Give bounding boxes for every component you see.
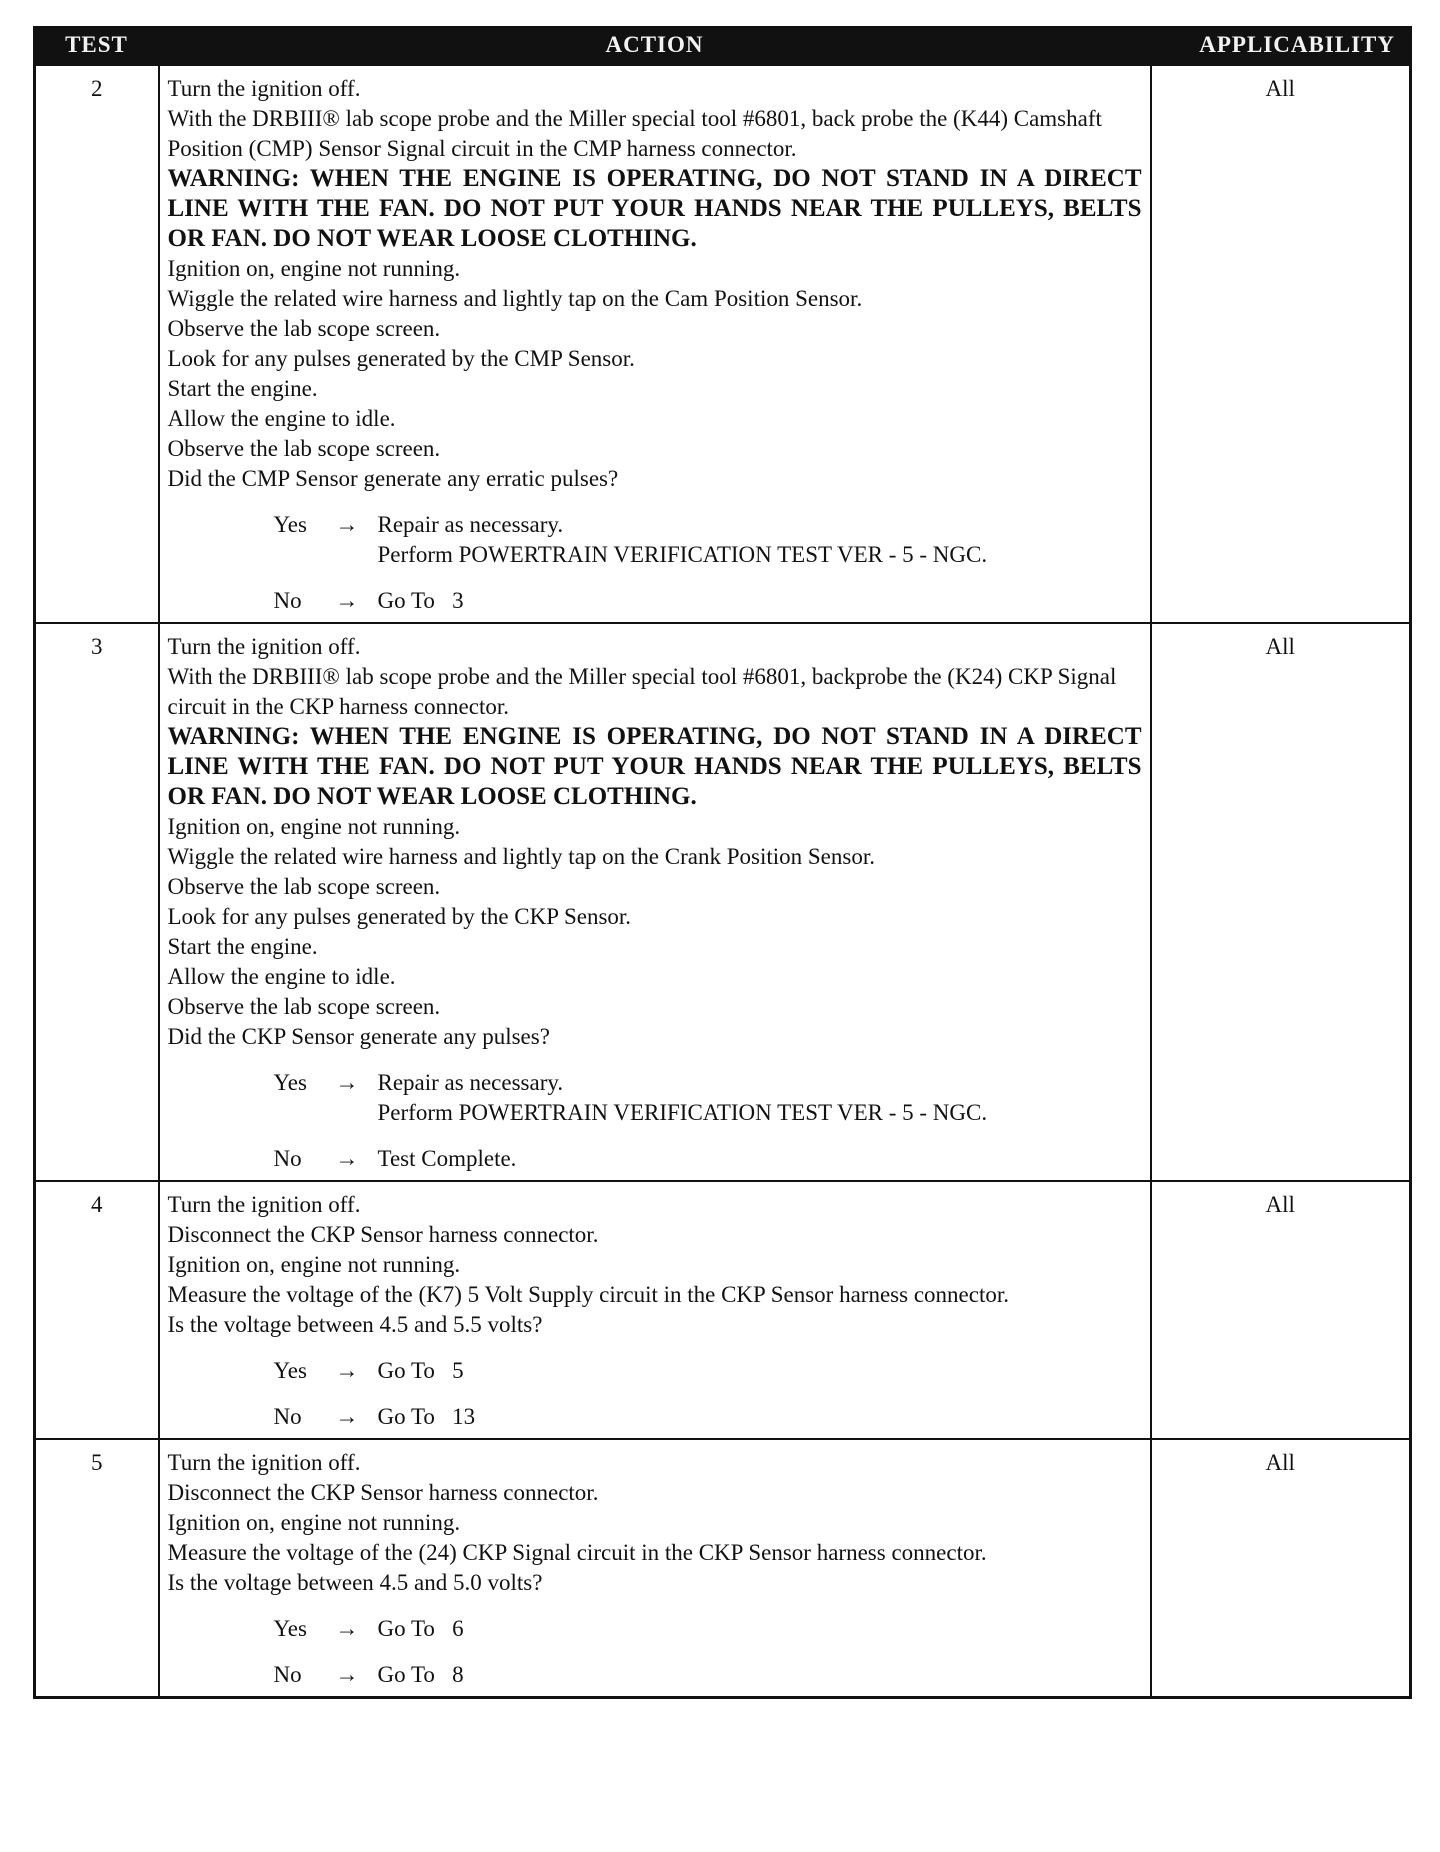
answer-label: Yes [273, 512, 307, 537]
action-step: Turn the ignition off. [167, 1192, 361, 1217]
answer-result-line: Repair as necessary. [377, 512, 564, 537]
answer-label: No [273, 1146, 302, 1171]
arrow-right-icon: → [335, 512, 359, 537]
answer-result [378, 1144, 1142, 1174]
diagnostic-test-sheet [33, 26, 1409, 1699]
action-step: Ignition on, engine not running. [167, 814, 461, 839]
test-number: 5 [35, 1439, 159, 1698]
answer-result-line: Go To 5 [377, 1358, 464, 1383]
answer-label: Yes [273, 1070, 307, 1095]
answer-result-line: Repair as necessary. [377, 1070, 564, 1095]
action-step: Is the voltage between 4.5 and 5.0 volts? [167, 1570, 543, 1595]
arrow-right-icon: → [335, 1662, 359, 1687]
action-step: Start the engine. [167, 934, 318, 959]
answer-result [378, 1660, 1142, 1690]
table-row [35, 1439, 1411, 1698]
action-step: Look for any pulses generated by the CKP Sensor. [167, 904, 632, 929]
action-step: Wiggle the related wire harness and lightly tap on the Cam Position Sensor. [167, 286, 863, 311]
no-answer [274, 1402, 1142, 1432]
action-step: Ignition on, engine not running. [167, 1510, 461, 1535]
answer-result-line: Go To 8 [377, 1662, 464, 1687]
diagnostic-test-table [33, 26, 1412, 1699]
yes-answer [274, 1614, 1142, 1644]
action-step: Observe the lab scope screen. [167, 436, 441, 461]
answer-result [378, 1068, 1142, 1128]
yes-answer [274, 1068, 1142, 1128]
answer-result [378, 1356, 1142, 1386]
answer-result-line: Perform POWERTRAIN VERIFICATION TEST VER - 5 - NGC. [377, 1100, 988, 1125]
action-step: Look for any pulses generated by the CMP Sensor. [167, 346, 635, 371]
answer-label: No [273, 1404, 302, 1429]
action-step: Ignition on, engine not running. [167, 1252, 461, 1277]
action-step: With the DRBIII® lab scope probe and the Miller special tool #6801, backprobe the (K24) CKP Signal circuit in the CKP harness connector. [167, 664, 1117, 719]
action-step: Is the voltage between 4.5 and 5.5 volts? [167, 1312, 543, 1337]
action-step: Measure the voltage of the (24) CKP Signal circuit in the CKP Sensor harness connector. [167, 1540, 987, 1565]
applicability-value: All [1151, 1439, 1411, 1698]
no-answer [274, 586, 1142, 616]
table-row [35, 1181, 1411, 1439]
arrow-right-icon: → [335, 1616, 359, 1641]
answer-result [378, 1402, 1142, 1432]
test-number: 4 [35, 1181, 159, 1439]
arrow-right-icon: → [335, 1070, 359, 1095]
action-step: Observe the lab scope screen. [167, 994, 441, 1019]
action-step: Did the CKP Sensor generate any pulses? [167, 1024, 550, 1049]
table-row [35, 623, 1411, 1181]
table-row [35, 65, 1411, 623]
action-step: Measure the voltage of the (K7) 5 Volt Supply circuit in the CKP Sensor harness connector. [167, 1282, 1009, 1307]
action-step: Turn the ignition off. [167, 1450, 361, 1475]
action-cell [159, 1439, 1151, 1698]
action-step: Turn the ignition off. [167, 76, 361, 101]
action-step: Allow the engine to idle. [167, 964, 396, 989]
answer-result-line: Test Complete. [377, 1146, 517, 1171]
action-step: Wiggle the related wire harness and lightly tap on the Crank Position Sensor. [167, 844, 875, 869]
arrow-right-icon: → [335, 1358, 359, 1383]
no-answer [274, 1144, 1142, 1174]
answer-label: Yes [273, 1616, 307, 1641]
answer-result-line: Go To 13 [377, 1404, 476, 1429]
action-cell [159, 1181, 1151, 1439]
header-row [35, 26, 1411, 65]
action-step: Ignition on, engine not running. [167, 256, 461, 281]
action-step: Disconnect the CKP Sensor harness connector. [167, 1222, 599, 1247]
action-step: With the DRBIII® lab scope probe and the Miller special tool #6801, back probe the (K44) Camshaft Position (CMP) Sensor Signal circuit in the CMP harness connector. [167, 106, 1102, 161]
arrow-right-icon: → [335, 588, 359, 613]
answer-result [378, 1614, 1142, 1644]
warning-text: WARNING: WHEN THE ENGINE IS OPERATING, DO NOT STAND IN A DIRECT LINE WITH THE FAN. DO NOT PUT YOUR HANDS NEAR THE PULLEYS, BELTS OR FAN. DO NOT WEAR LOOSE CLOTHING. [167, 723, 1142, 810]
arrow-right-icon: → [335, 1404, 359, 1429]
answer-result [378, 586, 1142, 616]
test-number: 2 [35, 65, 159, 623]
answer-result [378, 510, 1142, 570]
action-cell [159, 623, 1151, 1181]
table-body [35, 65, 1411, 1698]
header-action: ACTION [159, 26, 1151, 65]
action-step: Allow the engine to idle. [167, 406, 396, 431]
applicability-value: All [1151, 623, 1411, 1181]
action-cell [159, 65, 1151, 623]
test-number: 3 [35, 623, 159, 1181]
answer-label: Yes [273, 1358, 307, 1383]
applicability-value: All [1151, 1181, 1411, 1439]
table-header [35, 26, 1411, 65]
answer-result-line: Go To 6 [377, 1616, 464, 1641]
answer-label: No [273, 1662, 302, 1687]
header-applicability: APPLICABILITY [1151, 26, 1411, 65]
header-test: TEST [35, 26, 159, 65]
action-step: Observe the lab scope screen. [167, 874, 441, 899]
no-answer [274, 1660, 1142, 1690]
answer-result-line: Go To 3 [377, 588, 464, 613]
answer-result-line: Perform POWERTRAIN VERIFICATION TEST VER - 5 - NGC. [377, 542, 988, 567]
action-step: Start the engine. [167, 376, 318, 401]
yes-answer [274, 1356, 1142, 1386]
applicability-value: All [1151, 65, 1411, 623]
arrow-right-icon: → [335, 1146, 359, 1171]
answer-label: No [273, 588, 302, 613]
warning-text: WARNING: WHEN THE ENGINE IS OPERATING, DO NOT STAND IN A DIRECT LINE WITH THE FAN. DO NOT PUT YOUR HANDS NEAR THE PULLEYS, BELTS OR FAN. DO NOT WEAR LOOSE CLOTHING. [167, 165, 1142, 252]
action-step: Did the CMP Sensor generate any erratic pulses? [167, 466, 619, 491]
action-step: Turn the ignition off. [167, 634, 361, 659]
yes-answer [274, 510, 1142, 570]
action-step: Disconnect the CKP Sensor harness connector. [167, 1480, 599, 1505]
action-step: Observe the lab scope screen. [167, 316, 441, 341]
